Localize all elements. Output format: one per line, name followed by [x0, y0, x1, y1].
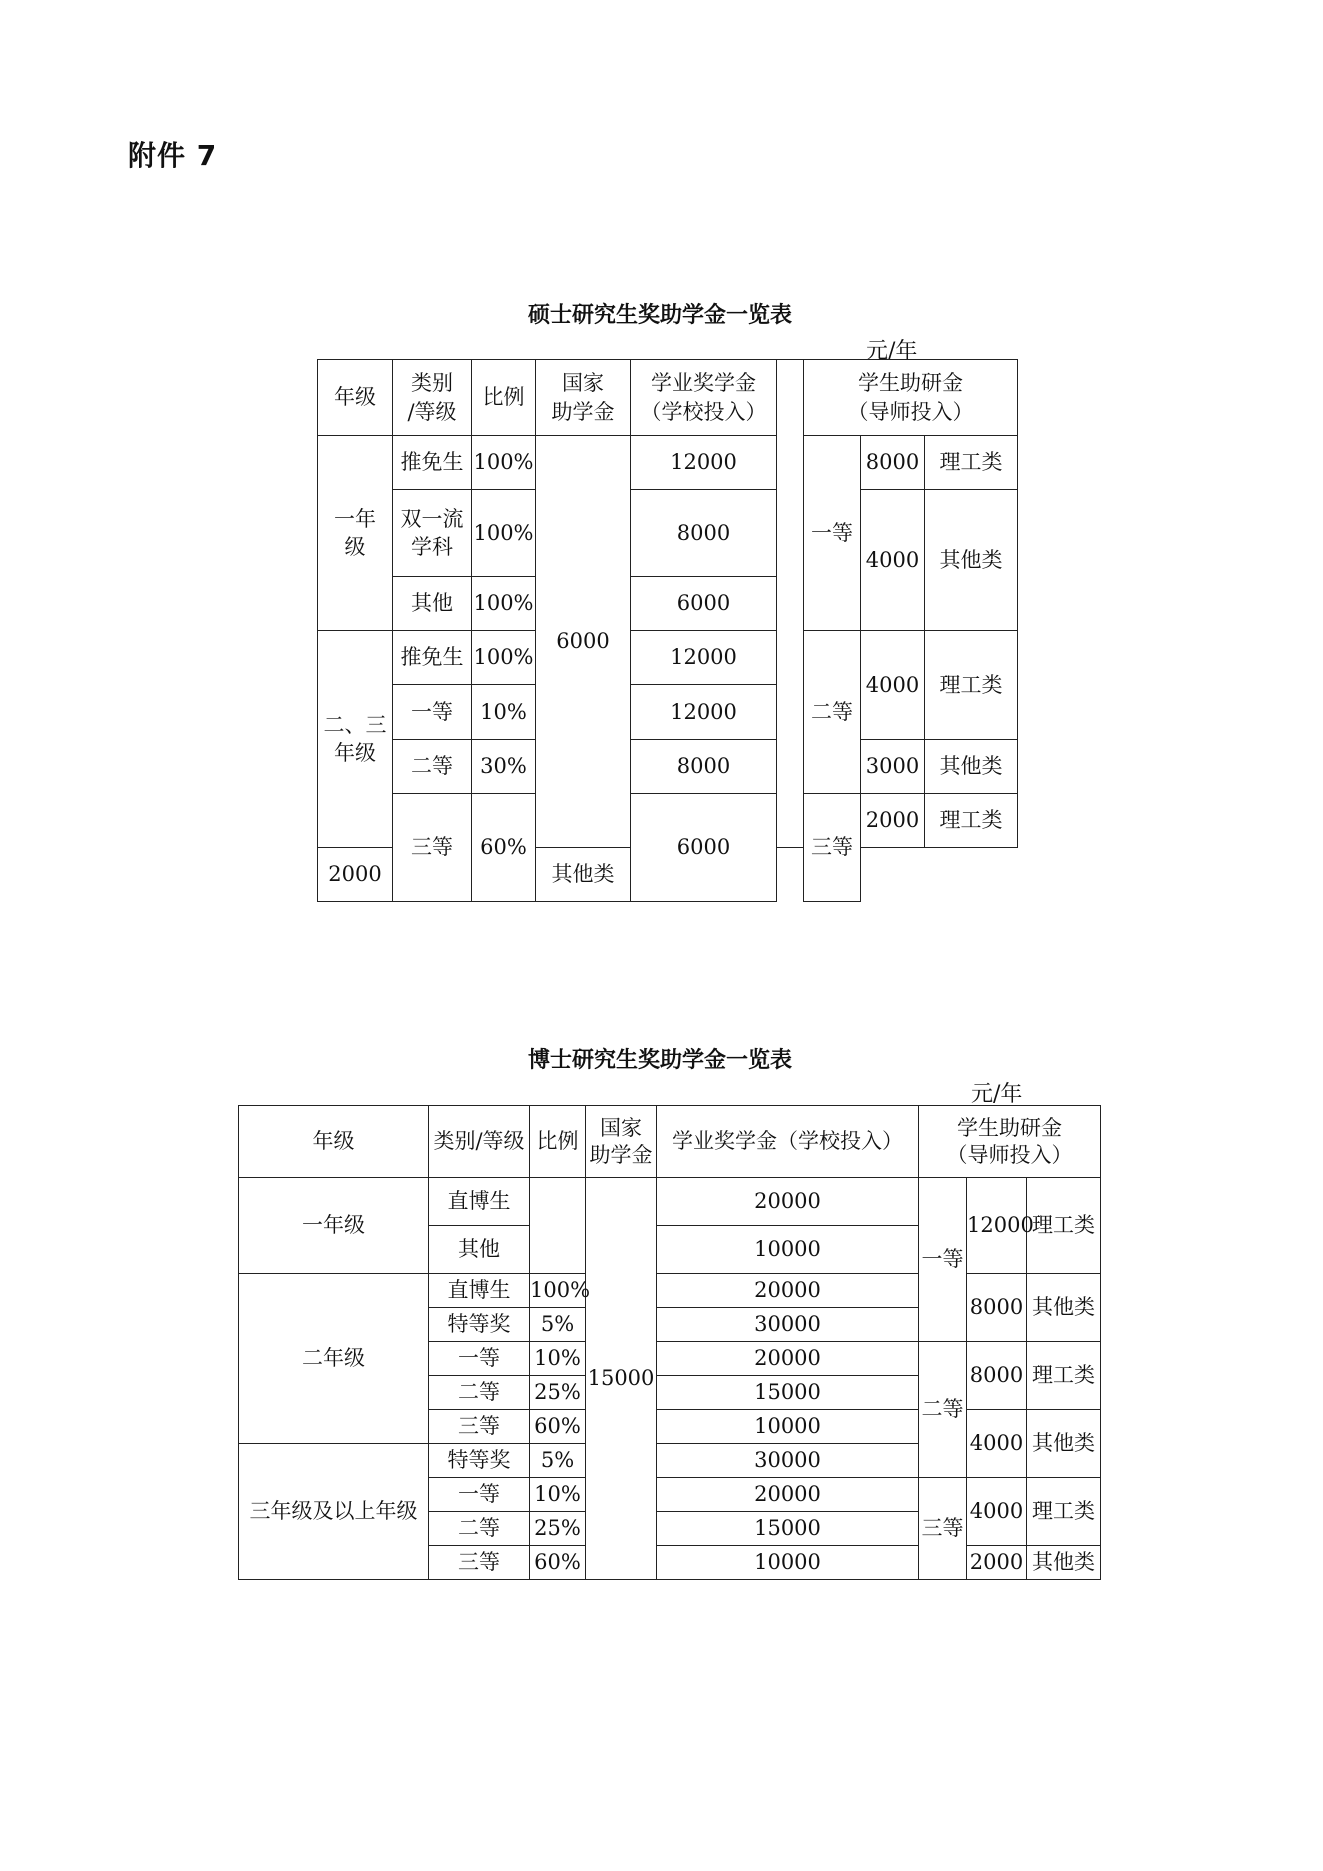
assist-type-cell: 其他类: [536, 848, 631, 902]
assist-amount-cell: 4000: [861, 490, 925, 631]
category-cell: 二等: [429, 1512, 530, 1546]
assist-amount-cell: 4000: [967, 1478, 1027, 1546]
table-row: [318, 436, 1018, 490]
header-academic-scholarship: 学业奖学金（学校投入）: [657, 1106, 919, 1178]
header-ratio: 比例: [530, 1106, 586, 1178]
assist-amount-cell: 2000: [967, 1546, 1027, 1580]
blank-column: [777, 360, 804, 848]
table-row: [239, 1274, 1101, 1308]
assist-amount-cell: 8000: [967, 1274, 1027, 1342]
academic-cell: 20000: [657, 1342, 919, 1376]
category-cell: 二等: [429, 1376, 530, 1410]
ratio-cell: 25%: [530, 1376, 586, 1410]
assist-type-cell: 理工类: [1027, 1178, 1101, 1274]
academic-cell: 12000: [631, 436, 777, 490]
assist-type-cell: 其他类: [1027, 1546, 1101, 1580]
academic-cell: 10000: [657, 1226, 919, 1274]
grade-one-label: 一年级: [239, 1178, 429, 1274]
academic-cell: 8000: [631, 740, 777, 794]
category-cell: 一等: [429, 1342, 530, 1376]
academic-cell: 20000: [657, 1478, 919, 1512]
academic-cell: 10000: [657, 1410, 919, 1444]
assist-amount-cell: 3000: [861, 740, 925, 794]
assist-amount-cell: 12000: [967, 1178, 1027, 1274]
category-cell: 二等: [393, 740, 472, 794]
doctor-unit-label: 元/年: [971, 1082, 1023, 1107]
assist-type-cell: 其他类: [925, 740, 1018, 794]
assist-type-cell: 其他类: [1027, 1410, 1101, 1478]
assist-type-cell: 理工类: [925, 436, 1018, 490]
assist-amount-cell: 4000: [861, 631, 925, 740]
assist-type-cell: 其他类: [925, 490, 1018, 631]
national-grant-value: 15000: [586, 1178, 657, 1580]
assist-level-one: 一等: [804, 436, 861, 631]
ratio-cell: 30%: [472, 740, 536, 794]
category-cell: 一等: [393, 685, 472, 740]
grade-three-plus-label: 三年级及以上年级: [239, 1444, 429, 1580]
assist-amount-cell: 4000: [967, 1410, 1027, 1478]
academic-cell: 20000: [657, 1178, 919, 1226]
ratio-cell: 10%: [530, 1478, 586, 1512]
doctor-table-title: 博士研究生奖助学金一览表: [528, 1048, 793, 1073]
header-national-grant: 国家 助学金: [536, 360, 631, 436]
header-grade: 年级: [239, 1106, 429, 1178]
category-cell: 三等: [429, 1410, 530, 1444]
assist-type-cell: 理工类: [925, 794, 1018, 848]
ratio-cell: 10%: [530, 1342, 586, 1376]
academic-cell: 15000: [657, 1512, 919, 1546]
header-category: 类别 /等级: [393, 360, 472, 436]
assist-level-two: 二等: [919, 1342, 967, 1478]
ratio-cell: 5%: [530, 1444, 586, 1478]
doctor-scholarship-table: [238, 1105, 1101, 1580]
ratio-cell: 25%: [530, 1512, 586, 1546]
master-table-title: 硕士研究生奖助学金一览表: [528, 303, 793, 328]
category-cell: 其他: [393, 577, 472, 631]
header-academic-scholarship: 学业奖学金 （学校投入）: [631, 360, 777, 436]
header-ratio: 比例: [472, 360, 536, 436]
category-cell: 推免生: [393, 631, 472, 685]
academic-cell: 6000: [631, 794, 777, 902]
attachment-label: 附件 7: [128, 139, 218, 172]
ratio-cell: 100%: [472, 490, 536, 577]
doctor-header-row: [239, 1106, 1101, 1178]
ratio-cell: 100%: [530, 1274, 586, 1308]
category-cell: 其他: [429, 1226, 530, 1274]
assist-amount-cell: 2000: [318, 848, 393, 902]
category-cell: 特等奖: [429, 1444, 530, 1478]
header-research-assistantship: 学生助研金 （导师投入）: [804, 360, 1018, 436]
table-row: [318, 740, 1018, 794]
category-cell: 特等奖: [429, 1308, 530, 1342]
assist-amount-cell: 8000: [967, 1342, 1027, 1410]
academic-cell: 15000: [657, 1376, 919, 1410]
ratio-cell: 60%: [530, 1410, 586, 1444]
ratio-cell: [530, 1178, 586, 1274]
academic-cell: 10000: [657, 1546, 919, 1580]
assist-type-cell: 理工类: [1027, 1478, 1101, 1546]
category-cell: 直博生: [429, 1178, 530, 1226]
assist-type-cell: 理工类: [925, 631, 1018, 740]
category-cell: 直博生: [429, 1274, 530, 1308]
table-row: [318, 631, 1018, 685]
grade-two-three-label: 二、三 年级: [318, 631, 393, 848]
assist-level-three: 三等: [804, 794, 861, 902]
academic-cell: 20000: [657, 1274, 919, 1308]
category-cell: 三等: [393, 794, 472, 902]
ratio-cell: 100%: [472, 577, 536, 631]
table-row: [318, 490, 1018, 577]
ratio-cell: 100%: [472, 631, 536, 685]
ratio-cell: 60%: [530, 1546, 586, 1580]
master-header-row: [318, 360, 1018, 436]
assist-level-one: 一等: [919, 1178, 967, 1342]
assist-level-two: 二等: [804, 631, 861, 794]
assist-type-cell: 理工类: [1027, 1342, 1101, 1410]
academic-cell: 6000: [631, 577, 777, 631]
master-scholarship-table: [317, 359, 1018, 902]
academic-cell: 12000: [631, 631, 777, 685]
academic-cell: 30000: [657, 1444, 919, 1478]
academic-cell: 12000: [631, 685, 777, 740]
table-row: [318, 794, 1018, 848]
header-grade: 年级: [318, 360, 393, 436]
assist-amount-cell: 8000: [861, 436, 925, 490]
header-research-assistantship: 学生助研金 （导师投入）: [919, 1106, 1101, 1178]
category-cell: 一等: [429, 1478, 530, 1512]
category-cell: 三等: [429, 1546, 530, 1580]
category-cell: 推免生: [393, 436, 472, 490]
national-grant-value: 6000: [536, 436, 631, 848]
category-cell: 双一流 学科: [393, 490, 472, 577]
ratio-cell: 10%: [472, 685, 536, 740]
header-national-grant: 国家 助学金: [586, 1106, 657, 1178]
master-unit-label: 元/年: [866, 339, 918, 364]
grade-two-label: 二年级: [239, 1274, 429, 1444]
header-category: 类别/等级: [429, 1106, 530, 1178]
ratio-cell: 100%: [472, 436, 536, 490]
assist-level-three: 三等: [919, 1478, 967, 1580]
academic-cell: 8000: [631, 490, 777, 577]
assist-amount-cell: 2000: [861, 794, 925, 848]
ratio-cell: 5%: [530, 1308, 586, 1342]
assist-type-cell: 其他类: [1027, 1274, 1101, 1342]
ratio-cell: 60%: [472, 794, 536, 902]
academic-cell: 30000: [657, 1308, 919, 1342]
table-row: [239, 1178, 1101, 1226]
grade-one-label: 一年 级: [318, 436, 393, 631]
